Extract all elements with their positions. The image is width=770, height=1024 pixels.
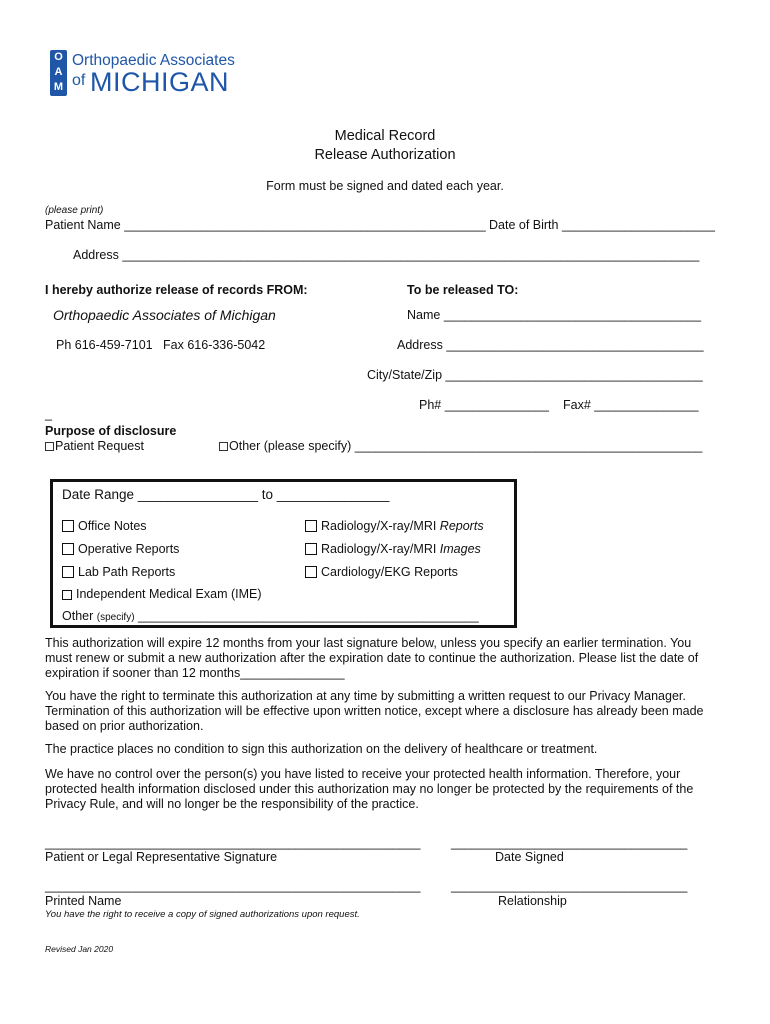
signature-label: Patient or Legal Representative Signature [45,850,278,864]
to-fax-label: Fax# [563,398,591,412]
to-name-label: Name [407,308,441,322]
address-line[interactable]: ___________________________________________________________________________________ [122,248,700,262]
to-address-field[interactable] [397,338,704,352]
printed-name-label: Printed Name [45,894,122,908]
option-ime[interactable] [62,587,262,601]
purpose-heading: Purpose of disclosure [45,424,177,438]
address-field[interactable] [73,248,699,262]
office-notes-label: Office Notes [78,519,147,533]
radiology-reports-checkbox[interactable] [305,520,317,532]
date-range-label: Date Range [62,487,135,502]
radiology-images-checkbox[interactable] [305,543,317,555]
relationship-line[interactable]: __________________________________ [451,879,688,893]
printed-name-line[interactable]: ______________________________________________________ [45,879,421,893]
cardiology-reports-label: Cardiology/EKG Reports [321,565,458,579]
logo-letter-o: O [54,51,63,63]
radiology-images-label: Radiology/X-ray/MRI [321,542,440,556]
paragraph-expiration: This authorization will expire 12 months from your last signature below, unless you specify an earlier termination. You must renew or submit a new authorization after the expiration date to continue the authorization. Please list the date of expiration if sooner than 12 months_______________ [45,636,699,680]
other-specify-line[interactable]: _________________________________________________ [138,609,479,623]
logo-mark [50,50,67,96]
date-range-from-line[interactable]: ________________ [137,487,258,502]
date-of-birth-line[interactable]: ______________________ [561,218,715,232]
lab-path-reports-label: Lab Path Reports [78,565,176,579]
to-city-line[interactable]: _____________________________________ [445,368,703,382]
ime-label: Independent Medical Exam (IME) [76,587,262,601]
to-name-field[interactable] [407,308,701,322]
paragraph-no-control: We have no control over the person(s) you have listed to receive your protected health information. Therefore, your protected health information disclosed under this authorization may no longer be protected by the requirements of the Privacy Rule, and will no longer be the responsibility of the practice. [45,767,694,811]
to-name-line[interactable]: _____________________________________ [443,308,702,322]
to-phone-label: Ph# [419,398,442,412]
patient-request-checkbox[interactable] [45,442,54,451]
patient-name-field[interactable] [45,218,486,232]
other-specify-small: (specify) [96,612,135,623]
radiology-reports-label: Radiology/X-ray/MRI [321,519,440,533]
option-cardiology-reports[interactable] [305,565,458,579]
address-label: Address [73,248,119,262]
date-signed-label: Date Signed [495,850,564,864]
logo-text-michigan: MICHIGAN [90,67,229,97]
to-fax-field[interactable] [563,398,699,412]
to-address-label: Address [397,338,443,352]
signature-line[interactable]: ______________________________________________________ [45,836,421,850]
operative-reports-checkbox[interactable] [62,543,74,555]
form-subtitle: Form must be signed and dated each year. [266,179,504,193]
other-purpose-checkbox[interactable] [219,442,228,451]
date-of-birth-label: Date of Birth [489,218,559,232]
from-heading: I hereby authorize release of records FROM: [45,283,308,297]
to-address-line[interactable]: _____________________________________ [446,338,704,352]
lab-path-reports-checkbox[interactable] [62,566,74,578]
other-specify-label: Other [62,609,94,623]
form-title-line1: Medical Record [334,128,436,144]
please-print-note: (please print) [45,205,104,216]
to-city-field[interactable] [367,368,703,382]
logo-text-line1: Orthopaedic Associates [72,52,235,69]
radiology-images-italic: Images [439,542,481,556]
option-operative-reports[interactable] [62,542,179,556]
from-phone-fax: Ph 616-459-7101 Fax 616-336-5042 [56,338,266,352]
to-fax-line[interactable]: _______________ [594,398,699,412]
relationship-label: Relationship [498,894,567,908]
purpose-other[interactable] [219,439,702,453]
copy-rights-note: You have the right to receive a copy of signed authorizations upon request. [45,909,360,920]
date-signed-line[interactable]: __________________________________ [451,836,688,850]
purpose-patient-request[interactable] [45,439,144,453]
ime-checkbox[interactable] [62,590,72,600]
radiology-reports-italic: Reports [439,519,484,533]
other-purpose-label: Other (please specify) [229,439,352,453]
cardiology-reports-checkbox[interactable] [305,566,317,578]
option-lab-path-reports[interactable] [62,565,175,579]
option-radiology-images[interactable] [305,542,481,556]
logo-text-of: of [72,72,86,89]
date-range-to-label: to [261,487,273,502]
logo-letter-m: M [53,81,64,93]
patient-request-label: Patient Request [55,439,144,453]
from-organization: Orthopaedic Associates of Michigan [53,307,276,323]
option-office-notes[interactable] [62,519,147,533]
option-radiology-reports[interactable] [305,519,484,533]
to-city-label: City/State/Zip [367,368,443,382]
paragraph-termination: You have the right to terminate this authorization at any time by submitting a written request to our Privacy Manager. Termination of this authorization will be effective upon written notice, except where a disclosure has already been made based on prior authorization. [45,689,704,733]
form-title-line2: Release Authorization [314,147,456,163]
purpose-dash: _ [45,407,52,421]
to-heading: To be released TO: [407,283,519,297]
to-phone-line[interactable]: _______________ [444,398,550,412]
to-phone-field[interactable] [419,398,549,412]
office-notes-checkbox[interactable] [62,520,74,532]
paragraph-no-condition: The practice places no condition to sign this authorization on the delivery of healthcare or treatment. [45,742,598,756]
patient-name-line[interactable]: ____________________________________________________ [124,218,486,232]
operative-reports-label: Operative Reports [78,542,180,556]
logo-letter-a: A [54,66,63,78]
other-purpose-line[interactable]: __________________________________________________ [354,439,703,453]
date-range-field[interactable] [62,487,389,502]
date-of-birth-field[interactable] [489,218,715,232]
patient-name-label: Patient Name [45,218,121,232]
date-range-to-line[interactable]: _______________ [276,487,390,502]
revised-date: Revised Jan 2020 [45,944,114,954]
option-other-specify[interactable] [62,609,479,623]
